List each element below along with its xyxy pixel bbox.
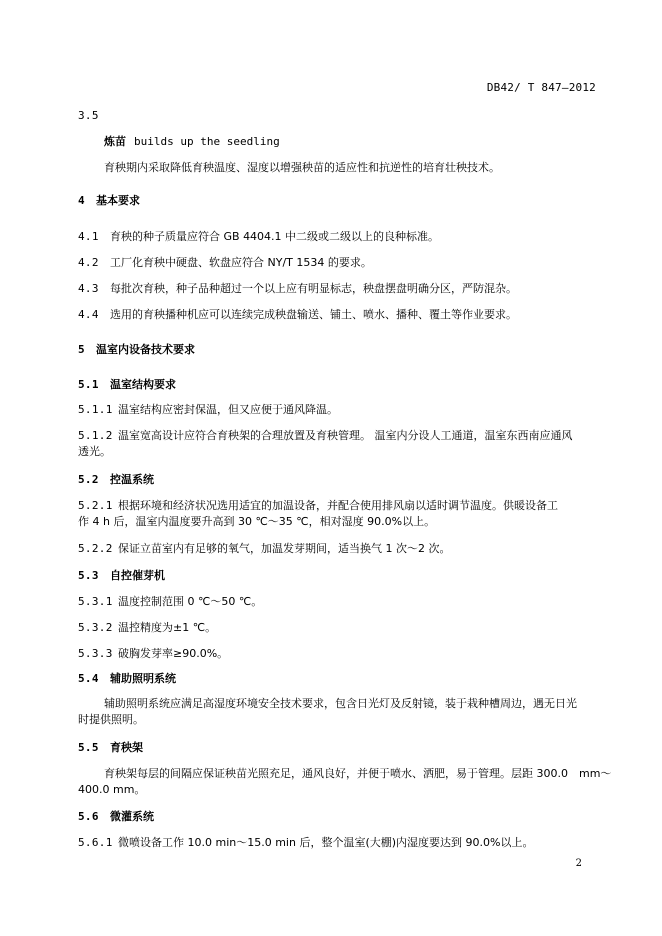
subsection-title: 自控催芽机: [110, 569, 165, 582]
clause-number: 5.2.1: [78, 499, 113, 512]
subsection-title: 辅助照明系统: [110, 672, 176, 685]
item-number: 4.2: [78, 256, 99, 269]
clause-number: 5.3.1: [78, 595, 113, 608]
clause-number: 5.2.2: [78, 542, 113, 555]
section-number: 4: [78, 194, 85, 207]
document-code: DB42/ T 847—2012: [486, 81, 596, 94]
term-english: builds up the seedling: [134, 135, 280, 148]
subsection-number: 5.4: [78, 672, 99, 685]
clause-number: 5.1.2: [78, 429, 113, 442]
term-entry: [104, 135, 280, 149]
item-text: 每批次育秧，种子品种超过一个以上应有明显标志，秧盘摆盘明确分区，严防混杂。: [110, 282, 517, 295]
list-item: [78, 256, 372, 270]
subsection-heading-5-2: [78, 473, 154, 487]
item-number: 4.1: [78, 230, 99, 243]
clause-text: 保证立苗室内有足够的氧气，加温发芽期间，适当换气 1 次～2 次。: [118, 542, 451, 555]
subsection-heading-5-1: [78, 378, 176, 392]
term-definition: 育秧期内采取降低育秧温度、湿度以增强秧苗的适应性和抗逆性的培育壮秧技术。: [104, 161, 500, 174]
clause-number: [78, 109, 99, 123]
clause-5-1-2: [78, 429, 573, 443]
section-title: 基本要求: [96, 194, 140, 207]
subsection-title: 育秧架: [110, 741, 143, 754]
subsection-title: 温室结构要求: [110, 378, 176, 391]
clause-text-continued: 作 4 h 后，温室内温度要升高到 30 ℃～35 ℃，相对湿度 90.0%以上。: [78, 515, 436, 528]
subsection-number: 5.3: [78, 569, 99, 582]
item-number: 4.4: [78, 308, 99, 321]
subsection-heading-5-5: [78, 741, 143, 755]
clause-number: 5.3.3: [78, 647, 113, 660]
clause-5-3-1: [78, 595, 262, 609]
clause-5-2-2: [78, 542, 451, 556]
clause-text: 温室宽高设计应符合育秧架的合理放置及育秧管理。 温室内分设人工通道，温室东西南应通风: [118, 429, 573, 442]
item-text: 育秧的种子质量应符合 GB 4404.1 中二级或二级以上的良种标准。: [110, 230, 440, 243]
paragraph-continued: 时提供照明。: [78, 713, 144, 726]
subsection-number: 5.2: [78, 473, 99, 486]
subsection-title: 微灌系统: [110, 810, 154, 823]
list-item: [78, 308, 517, 322]
clause-text: 温控精度为±1 ℃。: [118, 621, 217, 634]
clause-5-3-3: [78, 647, 228, 661]
paragraph-continued: 400.0 mm。: [78, 783, 146, 796]
list-item: [78, 282, 517, 296]
clause-5-2-1: [78, 499, 558, 513]
clause-5-6-1: [78, 836, 533, 850]
subsection-heading-5-4: [78, 672, 176, 686]
subsection-heading-5-6: [78, 810, 154, 824]
clause-text: 微喷设备工作 10.0 min～15.0 min 后，整个温室(大棚)内湿度要达到 90.0%以上。: [118, 836, 534, 849]
paragraph-5-5: 育秧架每层的间隔应保证秧苗光照充足，通风良好，并便于喷水、洒肥，易于管理。层距 300.0 mm～: [104, 767, 612, 780]
clause-number-3-5: 3.5: [78, 109, 99, 122]
subsection-number: 5.6: [78, 810, 99, 823]
clause-number: 5.1.1: [78, 403, 113, 416]
clause-number: 5.6.1: [78, 836, 113, 849]
subsection-title: 控温系统: [110, 473, 154, 486]
list-item: [78, 230, 439, 244]
clause-text: 温度控制范围 0 ℃～50 ℃。: [118, 595, 263, 608]
clause-text: 根据环境和经济状况选用适宜的加温设备，并配合使用排风扇以适时调节温度。供暖设备工: [118, 499, 558, 512]
clause-5-3-2: [78, 621, 216, 635]
clause-text-continued: 透光。: [78, 445, 111, 458]
section-number: 5: [78, 343, 85, 356]
clause-text: 温室结构应密封保温，但又应便于通风降温。: [118, 403, 338, 416]
item-number: 4.3: [78, 282, 99, 295]
section-heading-5: [78, 343, 195, 357]
subsection-number: 5.1: [78, 378, 99, 391]
clause-number: 5.3.2: [78, 621, 113, 634]
paragraph-5-4: 辅助照明系统应满足高湿度环境安全技术要求，包含日光灯及反射镜，装于栽种槽周边，遇无日光: [104, 697, 577, 710]
term-chinese: 炼苗: [104, 135, 126, 148]
item-text: 选用的育秧播种机应可以连续完成秧盘输送、铺土、喷水、播种、覆土等作业要求。: [110, 308, 517, 321]
clause-5-1-1: [78, 403, 338, 417]
section-heading-4: [78, 194, 140, 208]
subsection-heading-5-3: [78, 569, 165, 583]
subsection-number: 5.5: [78, 741, 99, 754]
item-text: 工厂化育秧中硬盘、软盘应符合 NY/T 1534 的要求。: [110, 256, 372, 269]
clause-text: 破胸发芽率≥90.0%。: [118, 647, 229, 660]
page-number: 2: [575, 858, 582, 869]
section-title: 温室内设备技术要求: [96, 343, 195, 356]
